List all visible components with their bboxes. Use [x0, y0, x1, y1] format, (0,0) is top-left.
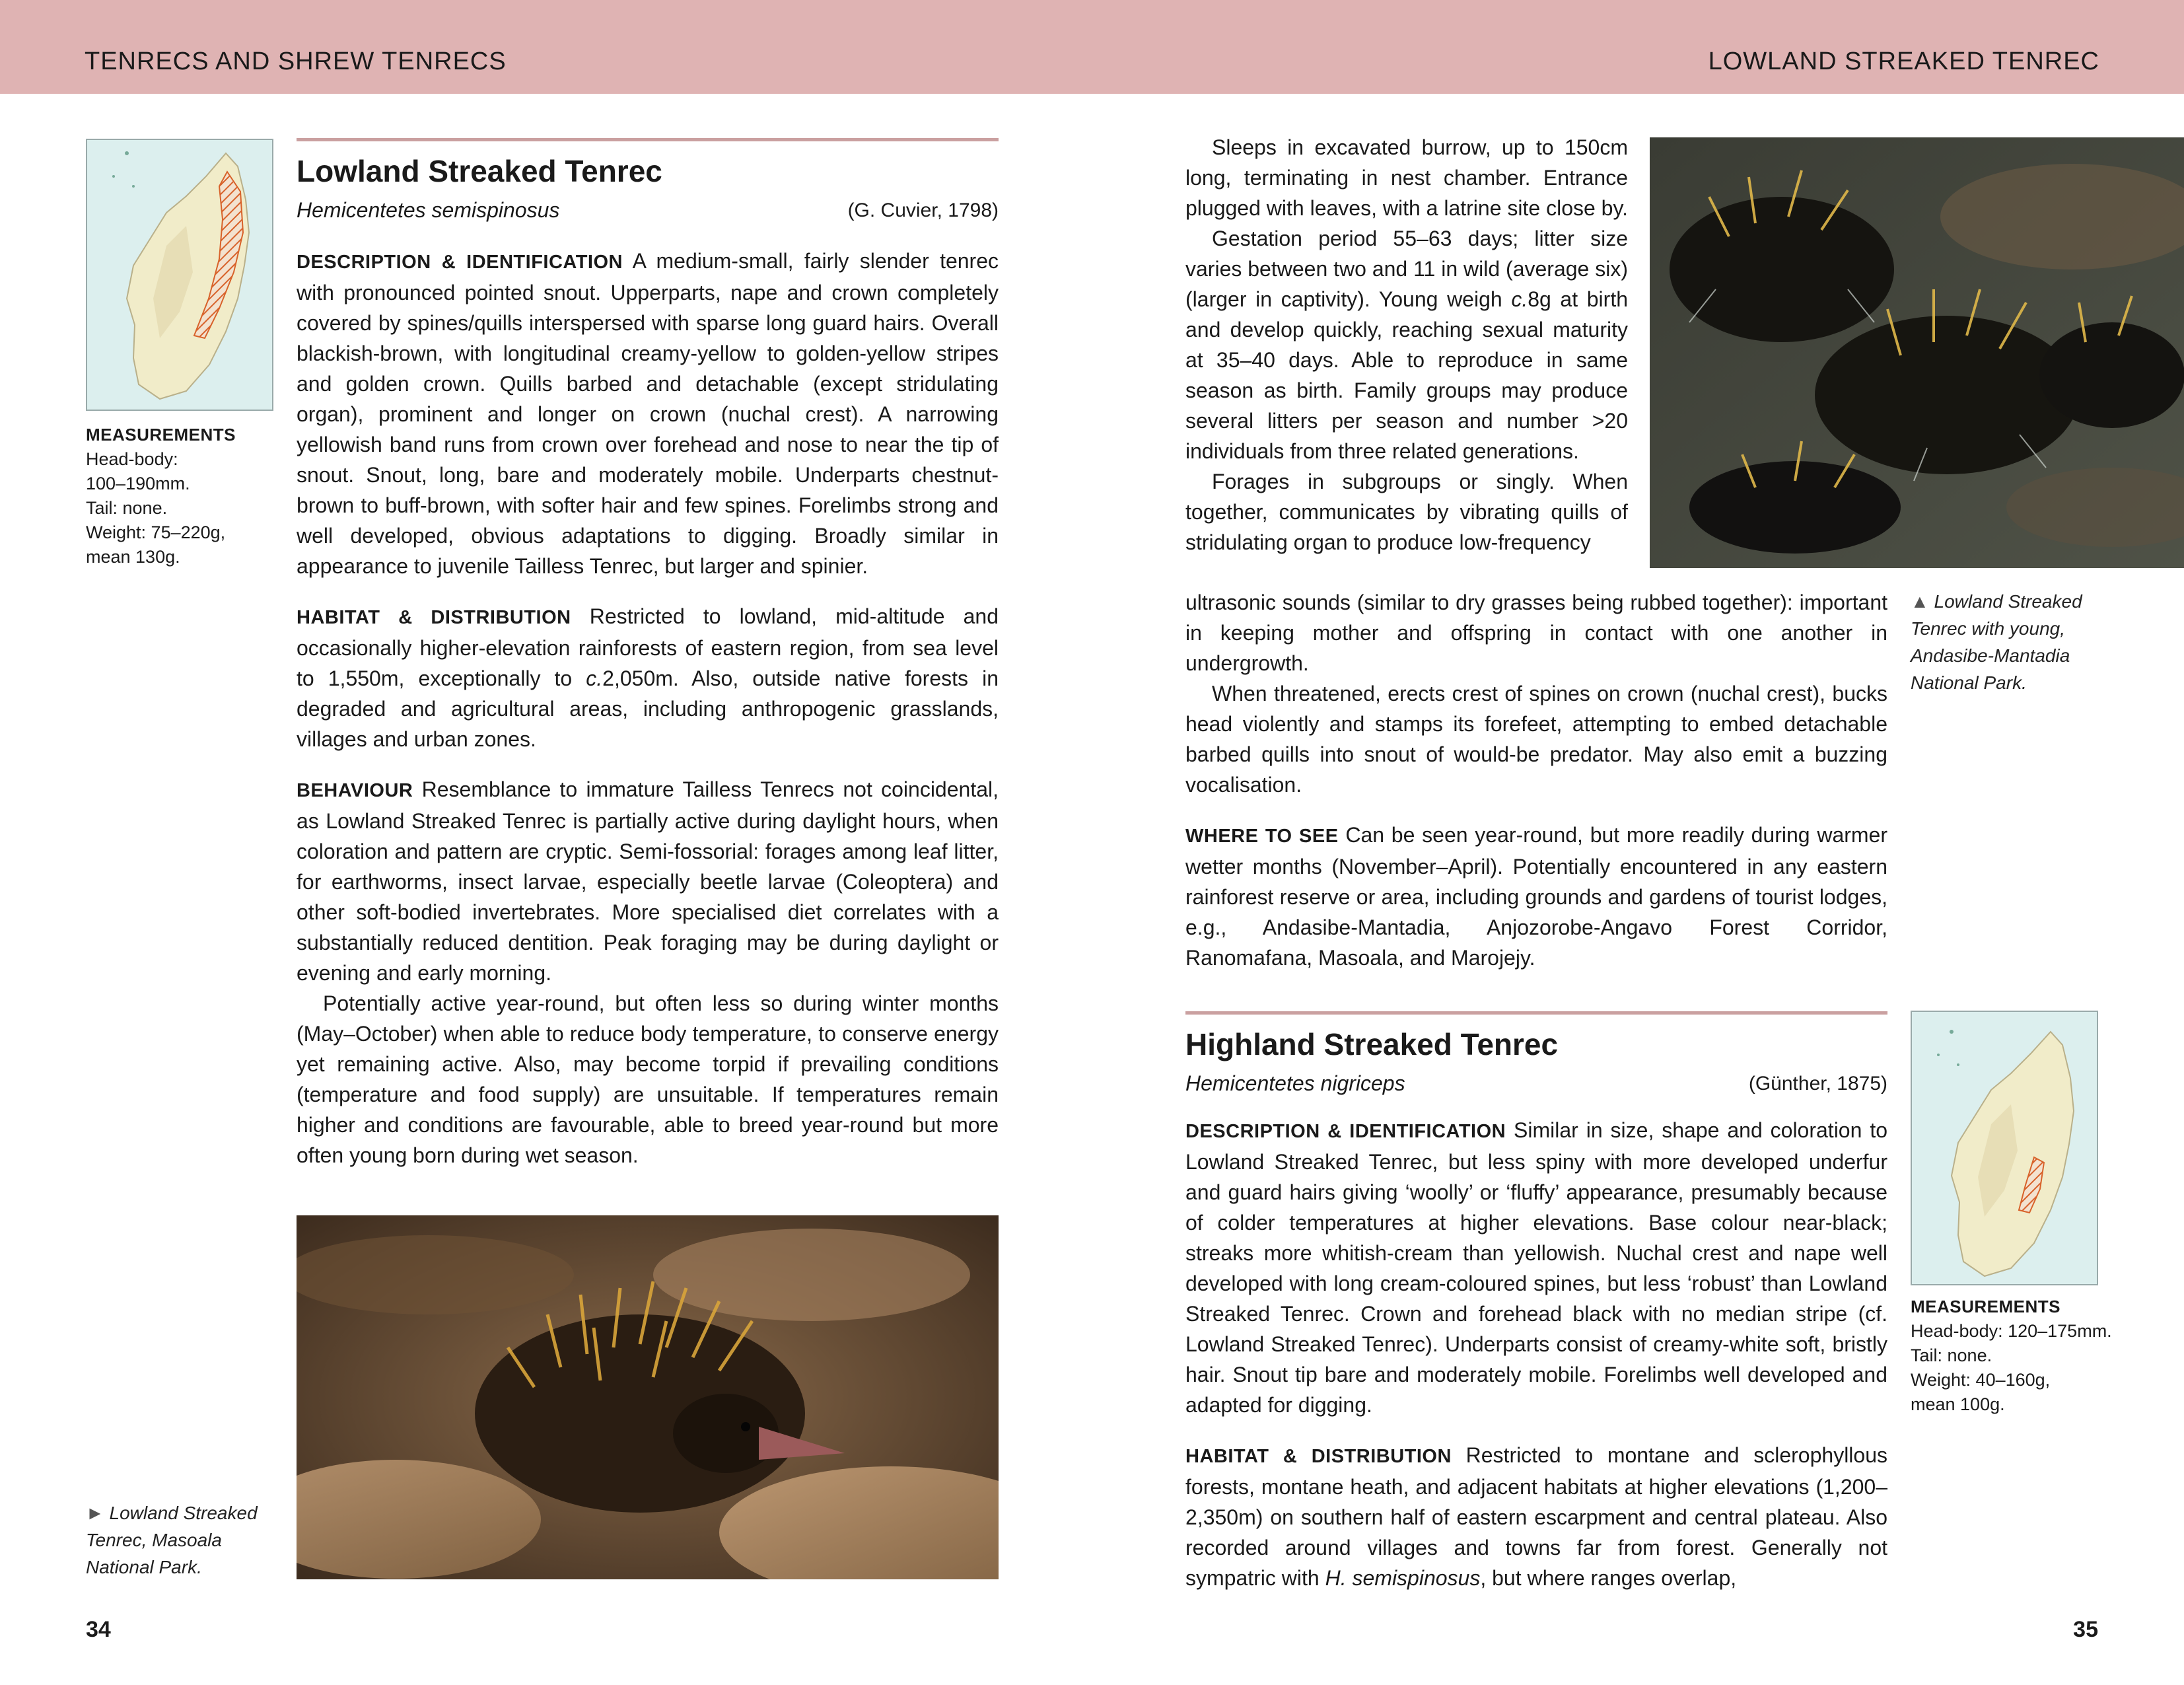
measurements-heading: MEASUREMENTS	[86, 425, 236, 445]
header-right: LOWLAND STREAKED TENREC	[1708, 48, 2099, 75]
range-map-highland	[1911, 1011, 2098, 1285]
paragraph-text: 2,050m. Also, outside native forests in degraded and agricultural areas, including anthropogenic grasslands, villages and urban zones.	[297, 666, 999, 751]
habitat-paragraph	[1185, 1440, 1887, 1593]
species-author: (G. Cuvier, 1798)	[847, 199, 999, 221]
title-rule	[297, 138, 999, 141]
range-map-lowland	[86, 139, 273, 411]
measurement-line: Weight: 75–220g,	[86, 522, 226, 542]
measurement-line: Weight: 40–160g,	[1911, 1370, 2051, 1390]
latin-inline: H. semispinosus	[1325, 1566, 1481, 1590]
section-heading: DESCRIPTION & IDENTIFICATION	[297, 252, 623, 273]
species-author: (Günther, 1875)	[1748, 1073, 1887, 1094]
species-latin-name: Hemicentetes semispinosus	[297, 198, 560, 222]
measurements-highland	[1911, 1295, 2129, 1417]
right-body-upper	[1185, 132, 1628, 557]
measurements-heading: MEASUREMENTS	[1911, 1297, 2061, 1316]
section-heading: HABITAT & DISTRIBUTION	[1185, 1446, 1452, 1467]
photo-lowland-tenrec	[297, 1215, 999, 1579]
page-number-left: 34	[86, 1617, 111, 1642]
species-title: Highland Streaked Tenrec	[1185, 1027, 1559, 1061]
habitat-paragraph	[297, 601, 999, 754]
measurement-line: Head-body:	[86, 449, 178, 469]
section-heading: WHERE TO SEE	[1185, 826, 1339, 847]
madagascar-map-icon	[87, 140, 272, 410]
measurement-line: Head-body: 120–175mm.	[1911, 1321, 2112, 1341]
measurement-line: mean 100g.	[1911, 1394, 2005, 1414]
paragraph-text: Similar in size, shape and coloration to Lowland Streaked Tenrec, but less spiny with more developed underfur and guard hairs giving ‘woolly’ or ‘fluffy’ appearance, presumably because of colder temperatures at higher elevations. Base colour near-black; streaks more whitish-cream than yellowish. Nuchal crest and nape well developed with long cream-coloured spines, but less ‘robust’ than Lowland Streaked Tenrec. Crown and forehead black with no median stripe (cf. Lowland Streaked Tenrec). Underparts consist of creamy-white soft, bristly hair. Snout tip bare and moderately mobile. Forelimbs well developed and adapted for digging.	[1185, 1118, 1888, 1417]
forages-paragraph: Forages in subgroups or singly. When together, communicates by vibrating quills of stridulating organ to produce low-frequency	[1185, 470, 1628, 554]
paragraph-text: 8g at birth and develop quickly, reaching sexual maturity at 35–40 days. Able to reproduce in same season as birth. Family groups may produce several litters per season and number >20 individuals from three related generations.	[1185, 287, 1629, 463]
title-rule	[1185, 1011, 1887, 1015]
paragraph-text: Can be seen year-round, but more readily during warmer wetter months (November–April). Potentially encountered in any eastern rainforest reserve or area, including grounds and gardens of tourist lodges, e.g., Andasibe-Mantadia, Anjozorobe-Angavo Forest Corridor, Ranomafana, Masoala, and Marojejy.	[1185, 823, 1888, 970]
page-number-right: 35	[2073, 1617, 2098, 1642]
measurement-line: Tail: none.	[1911, 1345, 1992, 1365]
species-latin-name: Hemicentetes nigriceps	[1185, 1071, 1405, 1095]
measurements-lowland	[86, 423, 264, 569]
threatened-paragraph: When threatened, erects crest of spines on crown (nuchal crest), bucks head violently and stamps its forefeet, attempting to embed detachable barbed quills into snout of would-be predator. May also emit a buzzing vocalisation.	[1185, 682, 1887, 797]
paragraph-text: , but where ranges overlap,	[1480, 1566, 1737, 1590]
paragraph-text: Restricted to lowland, mid-altitude and occasionally higher-elevation rainforests of eastern region, from sea level to 1,550m, exceptionally to	[297, 604, 999, 690]
paragraph-text: Gestation period 55–63 days; litter size varies between two and 11 in wild (average six) (larger in captivity). Young weigh	[1185, 227, 1628, 311]
behaviour-paragraph	[297, 774, 999, 988]
measurement-line: mean 130g.	[86, 547, 180, 567]
section-heading: BEHAVIOUR	[297, 780, 413, 801]
section-heading: HABITAT & DISTRIBUTION	[297, 607, 571, 628]
highland-body-text	[1185, 1115, 1887, 1593]
running-header	[0, 0, 2184, 94]
description-paragraph	[1185, 1115, 1887, 1420]
measurement-line: 100–190mm.	[86, 474, 190, 493]
photo-caption-right	[1911, 588, 2109, 696]
photo-caption-left	[86, 1499, 284, 1581]
section-heading: DESCRIPTION & IDENTIFICATION	[1185, 1121, 1506, 1142]
paragraph-text: Resemblance to immature Tailless Tenrecs not coincidental, as Lowland Streaked Tenrec is partially active during daylight hours, when coloration and pattern are cryptic. Semi-fossorial: forages among leaf litter, for earthworms, insect larvae, especially beetle larvae (Coleoptera) and other soft-bodied invertebrates. More specialised diet correlates with a substantially reduced dentition. Peak foraging may be during daylight or evening and early morning.	[297, 777, 999, 985]
gestation-paragraph	[1185, 223, 1628, 466]
caption-arrow-icon: ►	[86, 1503, 104, 1523]
description-paragraph	[297, 246, 999, 581]
caption-text: Lowland Streaked Tenrec, Masoala National Park.	[86, 1503, 258, 1577]
photo-tenrec-with-young	[1650, 137, 2184, 568]
measurement-line: Tail: none.	[86, 498, 168, 518]
burrow-paragraph: Sleeps in excavated burrow, up to 150cm long, terminating in nest chamber. Entrance plugged with leaves, with a latrine site close by.	[1185, 135, 1628, 220]
left-body-text	[297, 246, 999, 1170]
caption-arrow-icon: ▲	[1911, 591, 1929, 612]
behaviour-paragraph-2: Potentially active year-round, but often less so during winter months (May–October) when able to reduce body temperature, to conserve energy yet remaining active. Also, may become torpid if prevailing conditions (temperature and food supply) are unsuitable. If temperatures remain higher and conditions are favourable, able to breed year-round but more often young born during wet season.	[297, 991, 999, 1167]
species-title: Lowland Streaked Tenrec	[297, 154, 662, 188]
where-to-see-paragraph	[1185, 820, 1887, 973]
madagascar-map-icon	[1912, 1012, 2097, 1284]
paragraph-text: A medium-small, fairly slender tenrec with pronounced pointed snout. Upperparts, nape and crown completely covered by spines/quills interspersed with sparse long guard hairs. Overall blackish-brown, with longitudinal creamy-yellow to golden-yellow stripes and golden crown. Quills barbed and detachable (except stridulating organ), prominent and longer on crown (nuchal crest). A narrowing yellowish band runs from crown over forehead and nose to near the tip of snout. Snout, long, bare and moderately mobile. Underparts chestnut-brown to buff-brown, with softer hair and few spines. Forelimbs strong and well developed, obvious adaptations to digging. Broadly similar in appearance to juvenile Tailless Tenrec, but larger and spinier.	[297, 249, 999, 578]
paragraph-text: Restricted to montane and sclerophyllous forests, montane heath, and adjacent habitats at higher elevations (1,200–2,350m) on southern half of eastern escarpment and central plateau. Also recorded around villages and towns far from forest. Generally not sympatric with	[1185, 1443, 1888, 1590]
caption-text: Lowland Streaked Tenrec with young, Andasibe-Mantadia National Park.	[1911, 591, 2082, 693]
ultrasonic-paragraph: ultrasonic sounds (similar to dry grasses being rubbed together): important in keeping mother and offspring in contact with one another in undergrowth.	[1185, 591, 1887, 675]
right-body-lower	[1185, 587, 1887, 973]
circa-text: c.	[586, 666, 603, 690]
circa-text: c.	[1511, 287, 1528, 311]
header-left: TENRECS AND SHREW TENRECS	[85, 48, 507, 75]
